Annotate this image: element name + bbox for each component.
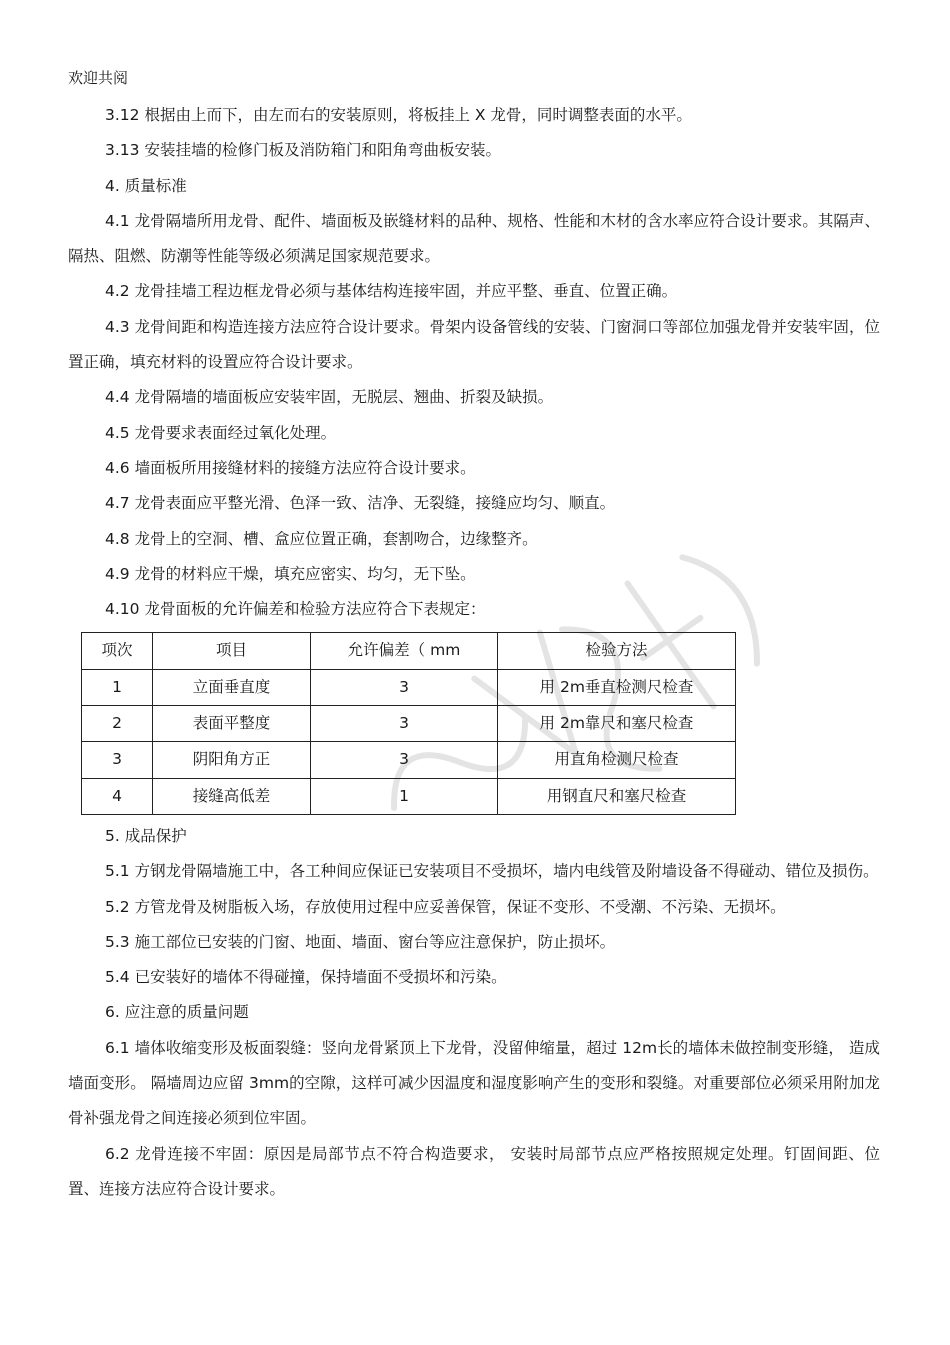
- table-cell: 用直角检测尺检查: [498, 742, 736, 778]
- table-row: [82, 706, 736, 742]
- table-cell: 3: [311, 706, 498, 742]
- paragraph: 4.4 龙骨隔墙的墙面板应安装牢固，无脱层、翘曲、折裂及缺损。: [105, 388, 554, 407]
- table-cell: 立面垂直度: [153, 669, 311, 705]
- paragraph: 5.3 施工部位已安装的门窗、地面、墙面、窗台等应注意保护，防止损坏。: [105, 932, 616, 951]
- paragraph: 5.1 方钢龙骨隔墙施工中，各工种间应保证已安装项目不受损坏，墙内电线管及附墙设备不得碰动、错位及损伤。: [105, 862, 879, 881]
- table-cell: 3: [311, 669, 498, 705]
- table-header-row: [82, 633, 736, 669]
- table-row: [82, 778, 736, 814]
- table-cell: 用 2m靠尺和塞尺检查: [498, 706, 736, 742]
- paragraph: 4.8 龙骨上的空洞、槽、盒应位置正确，套割吻合，边缘整齐。: [105, 529, 538, 548]
- table-cell: 表面平整度: [153, 706, 311, 742]
- paragraph: 3.13 安装挂墙的检修门板及消防箱门和阳角弯曲板安装。: [105, 141, 501, 160]
- table-cell: 1: [82, 669, 153, 705]
- paragraph: 6.2 龙骨连接不牢固：原因是局部节点不符合构造要求， 安装时局部节点应严格按照规定处理。钉固间距、位置、连接方法应符合设计要求。: [68, 1144, 880, 1198]
- table-row: [82, 742, 736, 778]
- paragraph: 4.5 龙骨要求表面经过氧化处理。: [105, 423, 337, 442]
- tolerance-table: [81, 632, 736, 814]
- paragraphs-after-table: [68, 819, 880, 1207]
- paragraph: 5. 成品保护: [105, 826, 187, 845]
- table-header-cell: 项目: [153, 633, 311, 669]
- table-cell: 3: [311, 742, 498, 778]
- table-cell: 接缝高低差: [153, 778, 311, 814]
- paragraph: 5.4 已安装好的墙体不得碰撞，保持墙面不受损坏和污染。: [105, 968, 507, 987]
- table-row: [82, 669, 736, 705]
- paragraph: 6. 应注意的质量问题: [105, 1003, 249, 1022]
- table-header-cell: 允许偏差（ mm: [311, 633, 498, 669]
- paragraph: 4.9 龙骨的材料应干燥，填充应密实、均匀，无下坠。: [105, 564, 476, 583]
- paragraph: 4.1 龙骨隔墙所用龙骨、配件、墙面板及嵌缝材料的品种、规格、性能和木材的含水率应符合设计要求。其隔声、隔热、阻燃、防潮等性能等级必须满足国家规范要求。: [68, 211, 880, 266]
- paragraph: 5.2 方管龙骨及树脂板入场，存放使用过程中应妥善保管，保证不变形、不受潮、不污染、无损坏。: [105, 897, 786, 916]
- paragraph: 4.6 墙面板所用接缝材料的接缝方法应符合设计要求。: [105, 458, 476, 477]
- table-cell: 1: [311, 778, 498, 814]
- table-cell: 用钢直尺和塞尺检查: [498, 778, 736, 814]
- page-header: 欢迎共阅: [68, 69, 129, 87]
- paragraph: 4.10 龙骨面板的允许偏差和检验方法应符合下表规定：: [105, 600, 486, 619]
- paragraph: 4.7 龙骨表面应平整光滑、色泽一致、洁净、无裂缝，接缝应均匀、顺直。: [105, 494, 616, 513]
- paragraphs-before-table: [68, 98, 880, 627]
- paragraph: 4.3 龙骨间距和构造连接方法应符合设计要求。骨架内设备管线的安装、门窗洞口等部位加强龙骨并安装牢固，位置正确，填充材料的设置应符合设计要求。: [68, 317, 880, 372]
- table-cell: 2: [82, 706, 153, 742]
- table-header-cell: 检验方法: [498, 633, 736, 669]
- table-header-cell: 项次: [82, 633, 153, 669]
- table-cell: 阴阳角方正: [153, 742, 311, 778]
- body-text: [68, 98, 880, 1207]
- paragraph: 6.1 墙体收缩变形及板面裂缝：竖向龙骨紧顶上下龙骨，没留伸缩量，超过 12m长的墙体未做控制变形缝， 造成墙面变形。 隔墙周边应留 3mm的空隙，这样可减少因温度和湿度影响产生的变形和裂缝。对重要部位必须采用附加龙骨补强龙骨之间连接必须到位牢固。: [68, 1038, 880, 1128]
- table-cell: 4: [82, 778, 153, 814]
- paragraph: 4.2 龙骨挂墙工程边框龙骨必须与基体结构连接牢固，并应平整、垂直、位置正确。: [105, 282, 678, 301]
- paragraph: 3.12 根据由上而下，由左而右的安装原则，将板挂上 X 龙骨，同时调整表面的水平。: [105, 106, 692, 124]
- table-cell: 3: [82, 742, 153, 778]
- table-cell: 用 2m垂直检测尺检查: [498, 669, 736, 705]
- paragraph: 4. 质量标准: [105, 176, 187, 195]
